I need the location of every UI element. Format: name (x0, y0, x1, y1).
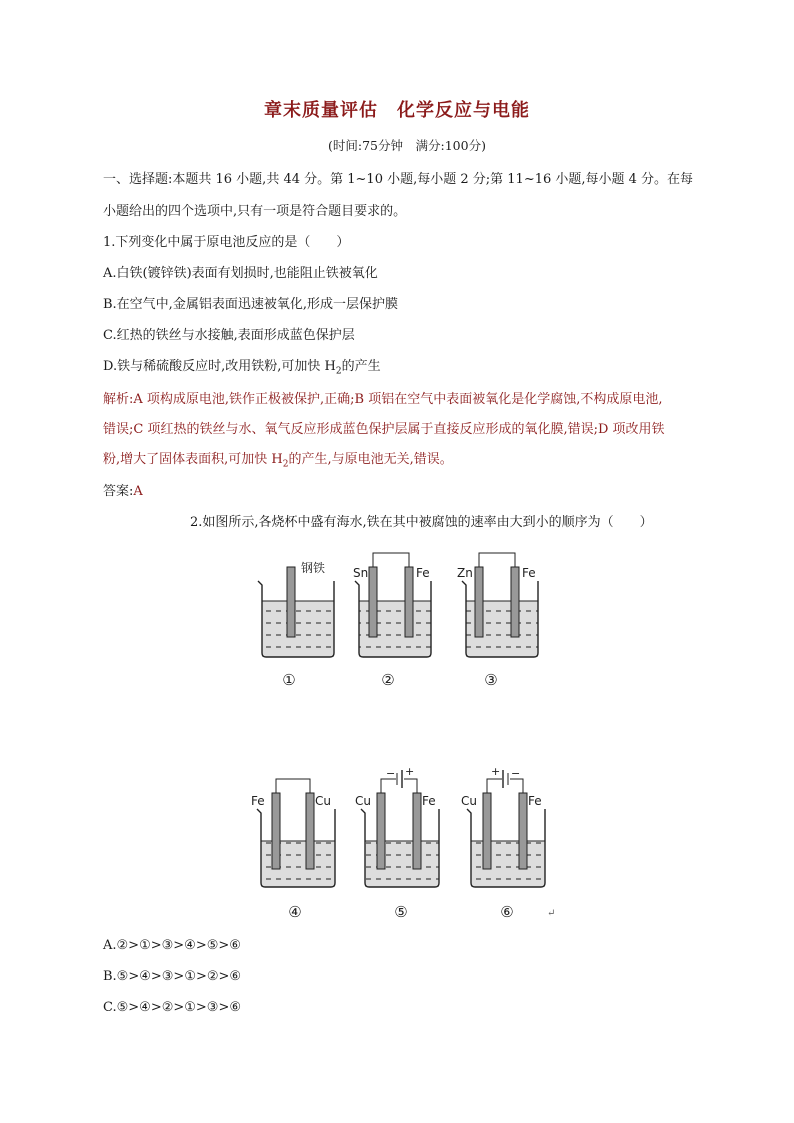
question-2-option-c: C.⑤>④>②>①>③>⑥ (103, 1000, 242, 1015)
option-d-subscript: 2 (335, 366, 342, 377)
battery-positive-sign: + (491, 765, 501, 778)
iron-electrode (413, 793, 421, 869)
beaker-5-label-left: Cu (355, 794, 371, 808)
beaker-4-number: ④ (288, 903, 302, 921)
beaker-3-label-left: Zn (457, 566, 473, 580)
zinc-electrode (475, 567, 483, 637)
beaker-4-label-right: Cu (315, 794, 331, 808)
question-1-stem: 1.下列变化中属于原电池反应的是（ ） (103, 235, 350, 250)
beaker-2-label-left: Sn (353, 566, 369, 580)
beaker-1-label-right: 钢铁 (301, 561, 326, 575)
wire (510, 779, 523, 793)
option-d-text: D.铁与稀硫酸反应时,改用铁粉,可加快 H (103, 359, 336, 374)
beaker-5-label-right: Fe (422, 794, 436, 808)
question-1-analysis-line-3 (103, 448, 453, 470)
wire (479, 553, 515, 567)
question-1-answer (103, 480, 143, 499)
question-2-stem: 2.如图所示,各烧杯中盛有海水,铁在其中被腐蚀的速率由大到小的顺序为（ ） (190, 515, 653, 530)
battery-negative-sign: − (511, 767, 521, 780)
beaker-6-label-right: Fe (528, 794, 542, 808)
page-subtitle: (时间:75分钟 满分:100分) (328, 138, 486, 153)
beaker-3-number: ③ (484, 671, 498, 689)
wire (276, 779, 310, 793)
question-1-option-d (103, 355, 381, 377)
beaker-4 (251, 779, 335, 921)
beaker-3 (457, 553, 538, 689)
copper-electrode (306, 793, 314, 869)
beaker-5-number: ⑤ (394, 903, 408, 921)
iron-electrode (511, 567, 519, 637)
iron-electrode (405, 567, 413, 637)
copper-electrode (377, 793, 385, 869)
analysis-text-end: 的产生,与原电池无关,错误。 (288, 452, 453, 467)
beaker-6 (461, 765, 545, 921)
beaker-3-label-right: Fe (522, 566, 536, 580)
question-2-option-b: B.⑤>④>③>①>②>⑥ (103, 969, 242, 984)
question-1-analysis-line-1: 解析:A 项构成原电池,铁作正极被保护,正确;B 项铝在空气中表面被氧化是化学腐蚀,不构成原电池, (103, 392, 663, 407)
beakers-bottom-svg (245, 765, 565, 925)
question-1-option-a: A.白铁(镀锌铁)表面有划损时,也能阻止铁被氧化 (103, 266, 378, 281)
return-mark: ↵ (547, 908, 556, 919)
analysis-text: 粉,增大了固体表面积,可加快 H (103, 452, 283, 467)
beaker-4-label-left: Fe (251, 794, 265, 808)
question-1-analysis-line-2: 错误;C 项红热的铁丝与水、氧气反应形成蓝色保护层属于直接反应形成的氧化膜,错误;D 项改用铁 (103, 422, 665, 437)
beaker-6-label-left: Cu (461, 794, 477, 808)
iron-electrode (272, 793, 280, 869)
answer-label: 答案: (103, 484, 134, 499)
beakers-top-svg (245, 545, 545, 695)
wire (373, 553, 409, 567)
page-title: 章末质量评估 化学反应与电能 (264, 100, 530, 121)
copper-electrode (483, 793, 491, 869)
question-1-option-b: B.在空气中,金属铝表面迅速被氧化,形成一层保护膜 (103, 297, 398, 312)
wire (487, 779, 502, 793)
beaker-2-number: ② (381, 671, 395, 689)
option-d-text-end: 的产生 (341, 359, 381, 374)
beaker-2-label-right: Fe (416, 566, 430, 580)
beaker-5 (355, 765, 439, 921)
steel-rod (287, 567, 295, 637)
tin-electrode (369, 567, 377, 637)
answer-value: A (133, 484, 143, 499)
question-1-option-c: C.红热的铁丝与水接触,表面形成蓝色保护层 (103, 328, 355, 343)
battery-positive-sign: + (405, 765, 415, 778)
beaker-6-number: ⑥ (500, 903, 514, 921)
beaker-1 (258, 560, 334, 689)
beaker-2 (353, 553, 431, 689)
iron-electrode (519, 793, 527, 869)
beaker-figure-top (245, 545, 545, 699)
section-intro-line-2: 小题给出的四个选项中,只有一项是符合题目要求的。 (103, 204, 407, 219)
analysis-subscript: 2 (282, 459, 289, 470)
wire (381, 779, 396, 793)
question-2-option-a: A.②>①>③>④>⑤>⑥ (103, 938, 241, 953)
wire (404, 779, 417, 793)
beaker-1-number: ① (282, 671, 296, 689)
beaker-figure-bottom (245, 765, 565, 929)
battery-negative-sign: − (386, 767, 396, 780)
section-intro-line-1: 一、选择题:本题共 16 小题,共 44 分。第 1~10 小题,每小题 2 分;第 11~16 小题,每小题 4 分。在每 (103, 172, 694, 187)
